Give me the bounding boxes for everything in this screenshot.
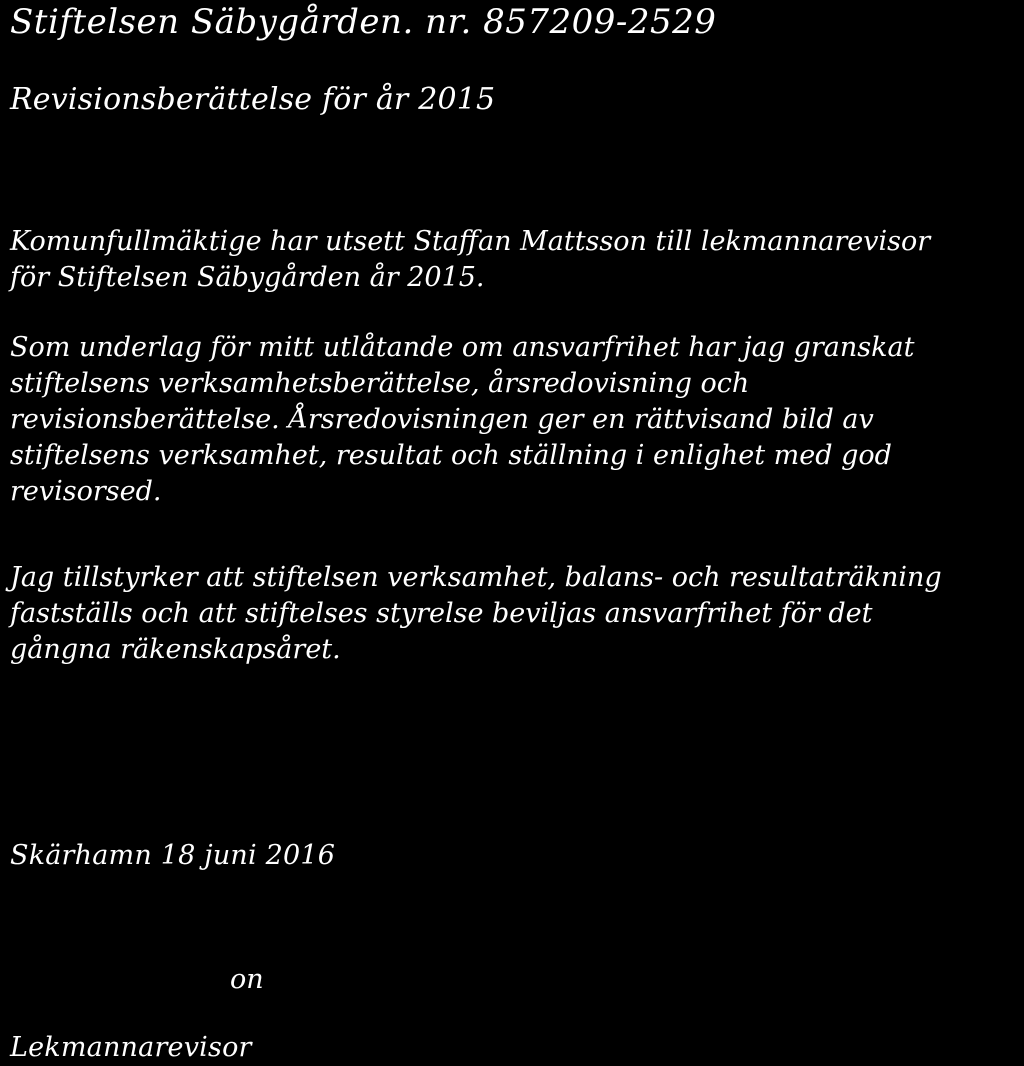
- document-title: Stiftelsen Säbygården. nr. 857209-2529: [10, 2, 717, 42]
- paragraph-appointment: [10, 224, 930, 296]
- signature-role: Lekmannarevisor: [10, 1032, 252, 1063]
- paragraph-line: revisionsberättelse. Årsredovisningen ger en rättvisand bild av: [10, 404, 874, 435]
- paragraph-line: revisorsed.: [10, 476, 162, 507]
- place-date: Skärhamn 18 juni 2016: [10, 840, 336, 871]
- paragraph-line: stiftelsens verksamhet, resultat och ställning i enlighet med god: [10, 440, 892, 471]
- paragraph-line: Som underlag för mitt utlåtande om ansvarfrihet har jag granskat: [10, 332, 915, 363]
- document-subtitle: Revisionsberättelse för år 2015: [10, 82, 496, 117]
- paragraph-line: gångna räkenskapsåret.: [10, 634, 341, 665]
- paragraph-recommendation: [10, 560, 942, 668]
- signature-name-fragment: on: [230, 964, 264, 995]
- paragraph-line: fastställs och att stiftelses styrelse beviljas ansvarfrihet för det: [10, 598, 873, 629]
- paragraph-review: [10, 330, 914, 510]
- paragraph-line: stiftelsens verksamhetsberättelse, årsredovisning och: [10, 368, 750, 399]
- paragraph-line: för Stiftelsen Säbygården år 2015.: [10, 262, 485, 293]
- paragraph-line: Jag tillstyrker att stiftelsen verksamhet, balans- och resultaträkning: [10, 562, 942, 593]
- paragraph-line: Komunfullmäktige har utsett Staffan Mattsson till lekmannarevisor: [10, 226, 931, 257]
